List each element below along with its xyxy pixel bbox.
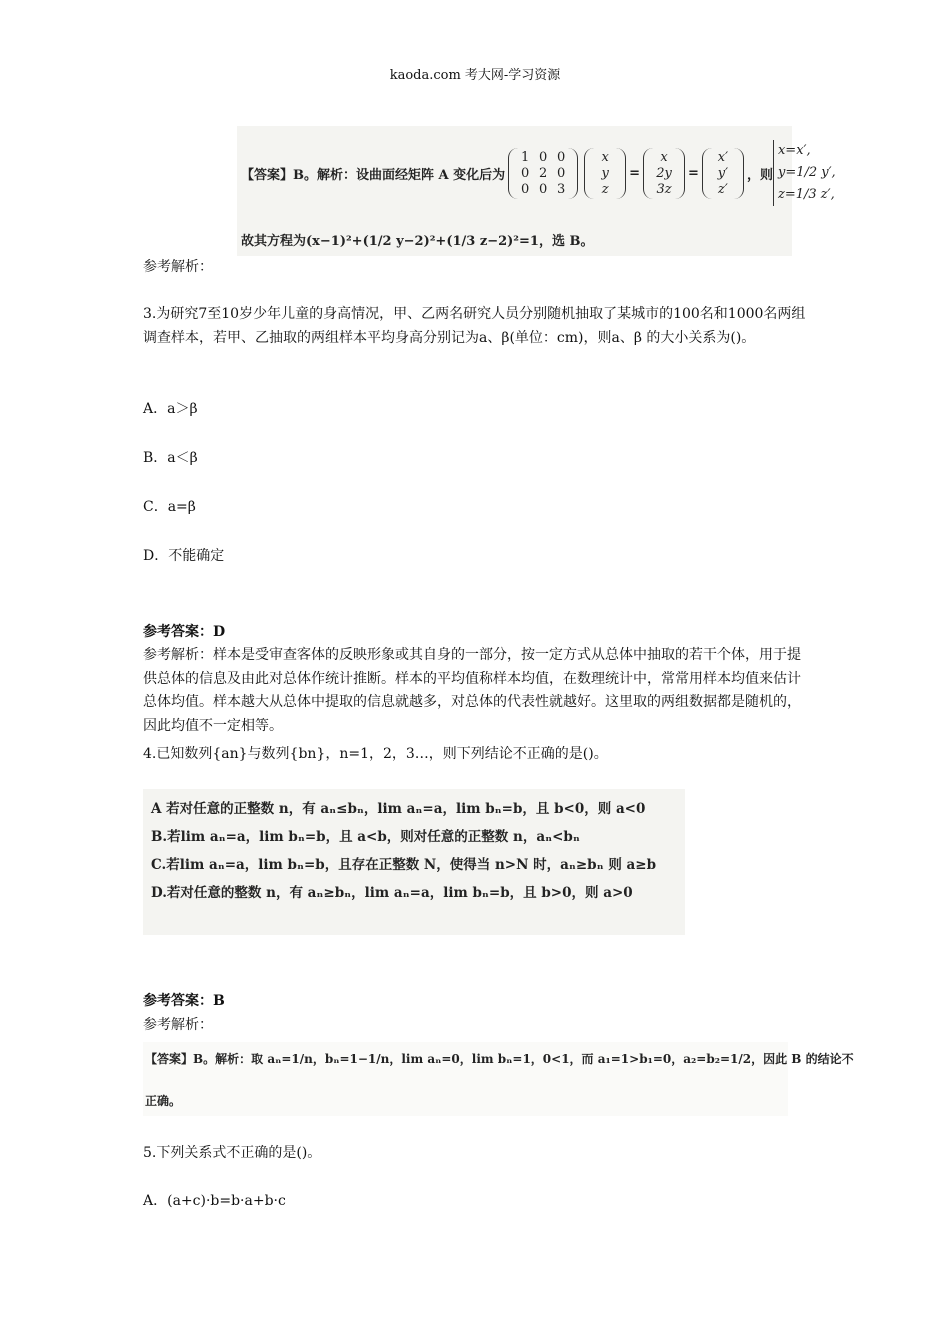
q3-option-a: A．a＞β (143, 401, 198, 417)
q3-stem: 3.为研究7至10岁少年儿童的身高情况，甲、乙两名研究人员分别随机抽取了某城市的100名和1000名两组调查样本，若甲、乙抽取的两组样本平均身高分别记为a、β(单位：cm)，则a、β 的大小关系为()。 (143, 306, 806, 346)
q5-stem: 5.下列关系式不正确的是()。 (143, 1145, 322, 1161)
q3-option-c: C．a=β (143, 499, 196, 515)
q4-analysis-line1: 【答案】B。解析：取 aₙ=1/n，bₙ=1−1/n，lim aₙ=0，lim bₙ=1，0<1，而 a₁=1>b₁=0，a₂=b₂=1/2，因此 B 的结论不 (145, 1052, 854, 1066)
q3-analysis: 参考解析：样本是受审查客体的反映形象或其自身的一部分，按一定方式从总体中抽取的若干个体，用于提供总体的信息及由此对总体作统计推断。样本的平均值称样本均值，在数理统计中，常常用样本均值来估计总体均值。样本越大从总体中提取的信息就越多，对总体的代表性就越好。这里取的两组数据都是随机的，因此均值不一定相等。 (143, 647, 801, 734)
page-header: kaoda.com 考大网-学习资源 (389, 68, 561, 83)
q4-analysis-label: 参考解析： (143, 1017, 213, 1033)
q4-analysis-line2: 正确。 (145, 1094, 182, 1108)
q5-option-a: A．(a+c)·b=b·a+b·c (143, 1193, 286, 1209)
q2-then: ，则 (746, 167, 773, 183)
vector-prime: x′ y′ z′ (702, 148, 744, 199)
q4-option-b: B.若lim aₙ=a，lim bₙ=b，且 a<b，则对任意的正整数 n，aₙ<bₙ (151, 829, 580, 845)
q4-stem: 4.已知数列{an}与数列{bn}，n=1，2，3…，则下列结论不正确的是()。 (143, 746, 608, 762)
q4-options-image (143, 789, 685, 935)
matrix-a: 1 0 0 0 2 0 0 0 3 x y z = x 2y 3z = x′ y′ z′ (505, 148, 747, 199)
q2-answer-image (237, 126, 836, 256)
q4-option-a: A 若对任意的正整数 n，有 aₙ≤bₙ，lim aₙ=a，lim bₙ=b，且 b<0，则 a<0 (151, 801, 646, 817)
q3-option-d: D．不能确定 (143, 548, 225, 564)
q3-answer: 参考答案：D (143, 624, 226, 640)
equation-system: x=x′, y=1/2 y′, z=1/3 z′, (773, 140, 836, 206)
q2-answer-prefix: 【答案】B。解析：设曲面经矩阵 A 变化后为 (241, 167, 506, 183)
q4-analysis-image (143, 1042, 854, 1116)
q3-option-b: B．a＜β (143, 450, 198, 466)
q2-answer-line2: 故其方程为(x−1)²+(1/2 y−2)²+(1/3 z−2)²=1，选 B。 (241, 234, 594, 249)
q4-option-c: C.若lim aₙ=a，lim bₙ=b，且存在正整数 N，使得当 n>N 时，aₙ≥bₙ 则 a≥b (151, 857, 657, 873)
q2-analysis-label: 参考解析： (143, 259, 213, 275)
q4-answer: 参考答案：B (143, 993, 225, 1009)
q4-option-d: D.若对任意的整数 n，有 aₙ≥bₙ，lim aₙ=a，lim bₙ=b，且 b>0，则 a>0 (151, 885, 633, 901)
vector-xyz: x y z (584, 148, 626, 199)
vector-mid: x 2y 3z (643, 148, 685, 199)
